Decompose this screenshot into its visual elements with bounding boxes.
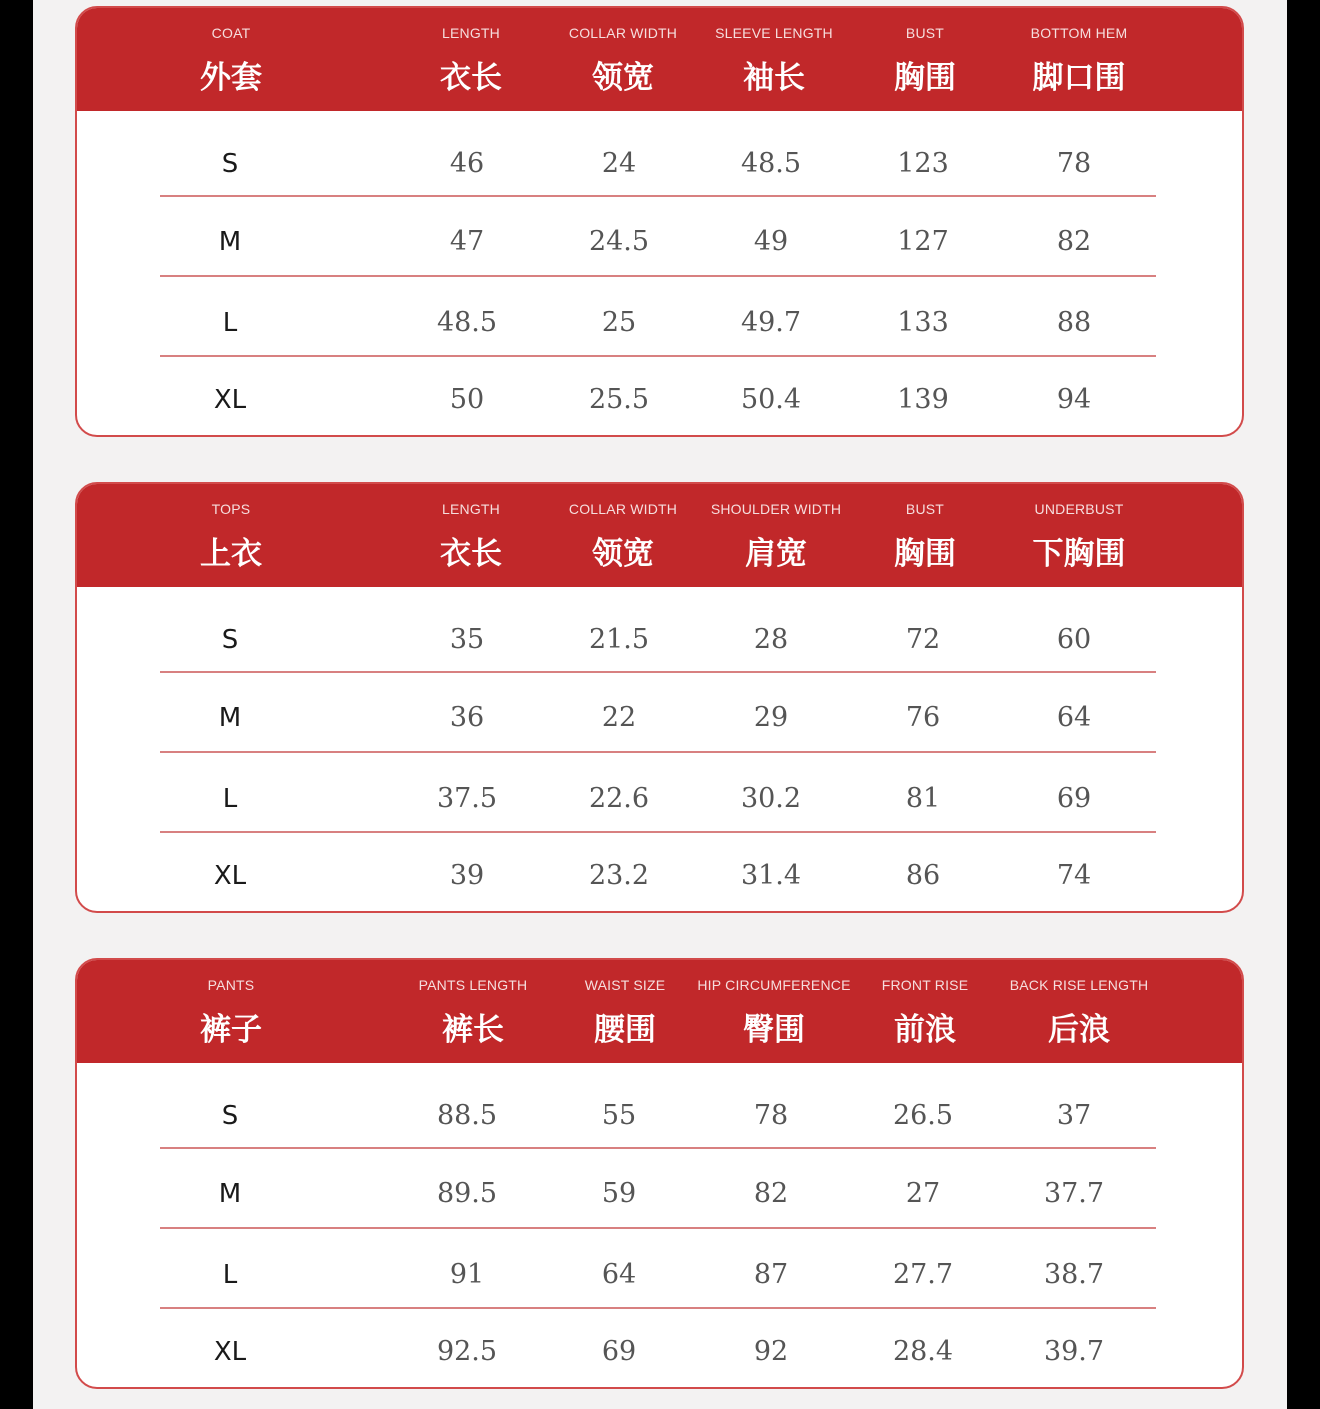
header-zh: 衣长: [440, 536, 502, 572]
table-cell: 89.5: [436, 1178, 498, 1209]
table-cell: 27.7: [892, 1259, 954, 1290]
header-zh: 脚口围: [1032, 60, 1126, 96]
table-cell: 81: [905, 783, 941, 814]
row-divider: [160, 275, 1156, 277]
row-divider: [160, 1307, 1156, 1309]
header-zh: 外套: [200, 60, 262, 96]
table-row: [77, 779, 1242, 819]
table-cell: 37.7: [1043, 1178, 1105, 1209]
table-cell: 22.6: [588, 783, 650, 814]
table-cell: 87: [753, 1259, 789, 1290]
table-cell: 82: [753, 1178, 789, 1209]
table-row: [77, 1174, 1242, 1214]
header-en: COLLAR WIDTH: [568, 501, 678, 517]
header-zh: 领宽: [592, 60, 654, 96]
header-en: LENGTH: [442, 501, 500, 517]
table-cell: 49: [753, 226, 789, 257]
header-col-5: [979, 484, 1179, 587]
table-cell: 48.5: [436, 307, 498, 338]
header-en: COLLAR WIDTH: [568, 25, 678, 41]
table-cell: 24: [601, 148, 637, 179]
table-cell: 22: [601, 702, 637, 733]
header-en: BUST: [905, 501, 945, 517]
table-row: [77, 1096, 1242, 1136]
header-en: COAT: [211, 25, 251, 41]
table-row: [77, 303, 1242, 343]
table-cell: 21.5: [588, 624, 650, 655]
table-cell: 37.5: [436, 783, 498, 814]
header-zh: 衣长: [440, 60, 502, 96]
table-cell: 55: [601, 1100, 637, 1131]
pants-size-table: [75, 958, 1244, 1389]
header-category: [131, 8, 331, 111]
row-divider: [160, 195, 1156, 197]
table-cell: 69: [601, 1336, 637, 1367]
header-en: HIP CIRCUMFERENCE: [697, 977, 851, 993]
table-cell: 60: [1056, 624, 1092, 655]
table-cell: 76: [905, 702, 941, 733]
row-divider: [160, 671, 1156, 673]
size-label: M: [218, 703, 242, 733]
table-cell: 72: [905, 624, 941, 655]
header-col-5: [979, 8, 1179, 111]
tops-size-table: [75, 482, 1244, 913]
header-zh: 上衣: [200, 536, 262, 572]
size-label: S: [221, 625, 239, 655]
table-cell: 69: [1056, 783, 1092, 814]
table-header: [77, 484, 1242, 587]
size-label: L: [222, 308, 238, 338]
table-cell: 31.4: [740, 860, 802, 891]
table-row: [77, 856, 1242, 896]
table-cell: 91: [449, 1259, 485, 1290]
table-cell: 28: [753, 624, 789, 655]
row-divider: [160, 1147, 1156, 1149]
size-label: M: [218, 227, 242, 257]
table-cell: 50: [449, 384, 485, 415]
header-category: [131, 960, 331, 1063]
table-cell: 24.5: [588, 226, 650, 257]
table-cell: 29: [753, 702, 789, 733]
row-divider: [160, 1227, 1156, 1229]
header-en: SLEEVE LENGTH: [715, 25, 833, 41]
table-cell: 127: [897, 226, 949, 257]
table-cell: 36: [449, 702, 485, 733]
size-label: L: [222, 784, 238, 814]
table-cell: 94: [1056, 384, 1092, 415]
table-cell: 92.5: [436, 1336, 498, 1367]
size-chart-page: [33, 0, 1287, 1409]
table-header: [77, 8, 1242, 111]
size-label: XL: [213, 861, 247, 891]
header-en: PANTS LENGTH: [418, 977, 528, 993]
header-zh: 臀围: [743, 1012, 805, 1048]
header-en: BACK RISE LENGTH: [1009, 977, 1149, 993]
table-cell: 50.4: [740, 384, 802, 415]
table-cell: 78: [753, 1100, 789, 1131]
header-zh: 领宽: [592, 536, 654, 572]
table-cell: 139: [897, 384, 949, 415]
table-cell: 47: [449, 226, 485, 257]
table-cell: 82: [1056, 226, 1092, 257]
header-en: SHOULDER WIDTH: [710, 501, 842, 517]
size-label: S: [221, 149, 239, 179]
header-zh: 下胸围: [1032, 536, 1126, 572]
header-zh: 后浪: [1048, 1012, 1110, 1048]
table-cell: 123: [897, 148, 949, 179]
header-en: WAIST SIZE: [584, 977, 666, 993]
table-cell: 28.4: [892, 1336, 954, 1367]
table-cell: 64: [1056, 702, 1092, 733]
row-divider: [160, 355, 1156, 357]
table-header: [77, 960, 1242, 1063]
table-row: [77, 222, 1242, 262]
header-category: [131, 484, 331, 587]
table-cell: 133: [897, 307, 949, 338]
table-cell: 92: [753, 1336, 789, 1367]
table-row: [77, 698, 1242, 738]
table-row: [77, 144, 1242, 184]
table-cell: 38.7: [1043, 1259, 1105, 1290]
header-zh: 腰围: [594, 1012, 656, 1048]
table-cell: 25.5: [588, 384, 650, 415]
header-zh: 前浪: [894, 1012, 956, 1048]
table-cell: 88.5: [436, 1100, 498, 1131]
table-cell: 64: [601, 1259, 637, 1290]
table-cell: 26.5: [892, 1100, 954, 1131]
header-en: BOTTOM HEM: [1030, 25, 1128, 41]
header-en: LENGTH: [442, 25, 500, 41]
size-label: XL: [213, 385, 247, 415]
table-cell: 78: [1056, 148, 1092, 179]
size-label: S: [221, 1101, 239, 1131]
table-cell: 59: [601, 1178, 637, 1209]
row-divider: [160, 751, 1156, 753]
table-cell: 46: [449, 148, 485, 179]
table-cell: 88: [1056, 307, 1092, 338]
header-col-5: [979, 960, 1179, 1063]
row-divider: [160, 831, 1156, 833]
header-zh: 胸围: [894, 60, 956, 96]
table-cell: 49.7: [740, 307, 802, 338]
header-zh: 裤子: [200, 1012, 262, 1048]
table-cell: 48.5: [740, 148, 802, 179]
header-en: TOPS: [211, 501, 251, 517]
table-cell: 27: [905, 1178, 941, 1209]
table-cell: 30.2: [740, 783, 802, 814]
header-en: FRONT RISE: [881, 977, 969, 993]
table-cell: 86: [905, 860, 941, 891]
header-zh: 肩宽: [745, 536, 807, 572]
table-cell: 37: [1056, 1100, 1092, 1131]
table-cell: 25: [601, 307, 637, 338]
table-row: [77, 1332, 1242, 1372]
table-row: [77, 1255, 1242, 1295]
table-cell: 74: [1056, 860, 1092, 891]
header-zh: 裤长: [442, 1012, 504, 1048]
coat-size-table: [75, 6, 1244, 437]
header-zh: 袖长: [743, 60, 805, 96]
table-cell: 35: [449, 624, 485, 655]
table-cell: 23.2: [588, 860, 650, 891]
table-row: [77, 380, 1242, 420]
header-zh: 胸围: [894, 536, 956, 572]
header-en: PANTS: [207, 977, 255, 993]
size-label: XL: [213, 1337, 247, 1367]
header-en: BUST: [905, 25, 945, 41]
size-label: L: [222, 1260, 238, 1290]
header-en: UNDERBUST: [1034, 501, 1124, 517]
table-cell: 39.7: [1043, 1336, 1105, 1367]
size-label: M: [218, 1179, 242, 1209]
table-row: [77, 620, 1242, 660]
table-cell: 39: [449, 860, 485, 891]
